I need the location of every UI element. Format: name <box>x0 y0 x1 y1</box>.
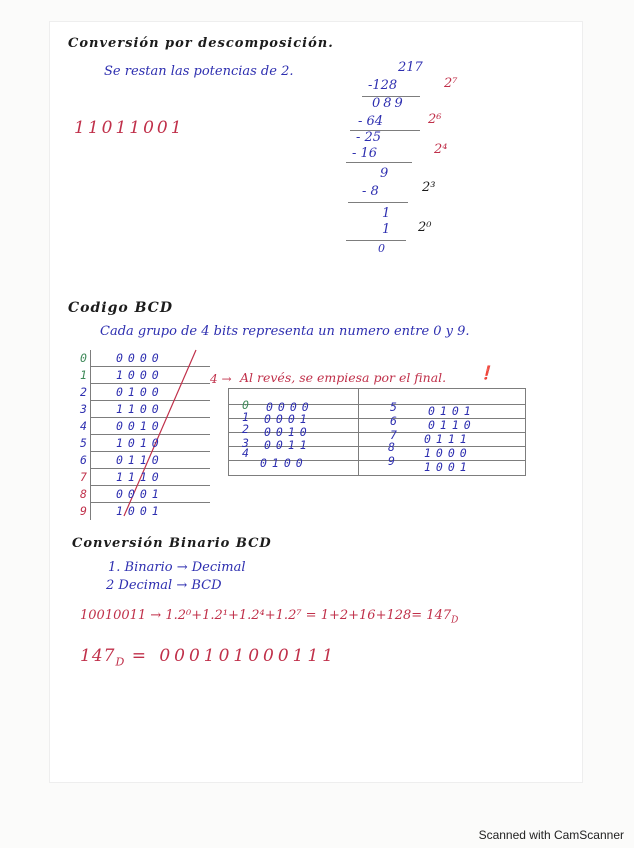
work-1b: 1 <box>382 222 391 237</box>
right-digit-4: 4 <box>242 446 249 460</box>
right-digit-5: 5 <box>390 400 397 414</box>
power-2-3: 2³ <box>422 180 436 195</box>
right-digit-8: 8 <box>388 440 395 454</box>
right-bits-7: 0111 <box>424 432 472 446</box>
left-digit-8: 8 <box>80 487 87 501</box>
left-bits-3: 1100 <box>116 402 164 416</box>
left-bits-0: 0000 <box>116 351 164 365</box>
left-digit-3: 3 <box>80 402 87 416</box>
left-digit-4: 4 <box>80 419 87 433</box>
work-1a: 1 <box>382 206 391 221</box>
step-2: 2 Decimal → BCD <box>106 578 222 593</box>
left-bits-9: 1001 <box>116 504 164 518</box>
right-digit-9: 9 <box>388 454 395 468</box>
step-1: 1. Binario → Decimal <box>108 560 246 575</box>
work-9: 9 <box>380 166 389 181</box>
power-2-0: 2⁰ <box>418 220 432 235</box>
right-bits-6: 0110 <box>428 418 476 432</box>
work-0: 0 <box>378 242 385 255</box>
left-bits-2: 0100 <box>116 385 164 399</box>
right-bits-5: 0101 <box>428 404 476 418</box>
section2-subtitle: Cada grupo de 4 bits representa un numero entre 0 y 9. <box>100 324 470 339</box>
bcd-right-table <box>228 388 526 476</box>
left-digit-5: 5 <box>80 436 87 450</box>
reverse-note: Al revés, se empiesa por el final. <box>240 370 447 385</box>
left-digit-7: 7 <box>80 470 87 484</box>
conversion-equation: $10010011 \to 1.2^0+1.2^1+1.2^4+1.2^7 = 1+2+16+128= 147_D$ <box>80 608 459 626</box>
left-bits-5: 1010 <box>116 436 164 450</box>
work-089: 089 <box>372 96 406 111</box>
left-bits-1: 1000 <box>116 368 164 382</box>
left-bits-7: 1110 <box>116 470 164 484</box>
right-bits-4: 0100 <box>260 456 308 470</box>
work-16: - 16 <box>352 146 378 161</box>
left-digit-0: 0 <box>80 351 87 365</box>
section1-subtitle: Se restan las potencias de 2. <box>104 64 294 79</box>
note-arrow-label: 4 → <box>210 372 232 386</box>
right-digit-7: 7 <box>390 428 397 442</box>
right-bits-2: 0010 <box>264 425 312 439</box>
right-digit-0: 0 <box>242 398 249 412</box>
work-64: - 64 <box>358 114 384 129</box>
work-217: 217 <box>398 60 423 75</box>
right-digit-2: 2 <box>242 422 249 436</box>
bcd-left-table <box>80 346 210 522</box>
scanner-watermark: Scanned with CamScanner <box>478 828 624 842</box>
work-25: - 25 <box>356 130 382 145</box>
bcd-result: $147_D = 000101000111$ <box>80 646 338 669</box>
left-digit-6: 6 <box>80 453 87 467</box>
left-bits-6: 0110 <box>116 453 164 467</box>
right-bits-9: 1001 <box>424 460 472 474</box>
power-2-4: 2⁴ <box>434 142 448 157</box>
left-bits-4: 0010 <box>116 419 164 433</box>
right-digit-6: 6 <box>390 414 397 428</box>
section1-title: Conversión por descomposición. <box>68 36 334 51</box>
right-digit-1: 1 <box>242 410 249 424</box>
left-digit-1: 1 <box>80 368 87 382</box>
right-bits-1: 0001 <box>264 412 312 426</box>
left-bits-8: 0001 <box>116 487 164 501</box>
right-bits-0: 0000 <box>266 400 314 414</box>
left-digit-2: 2 <box>80 385 87 399</box>
right-bits-3: 0011 <box>264 438 312 452</box>
section1-result: 11011001 <box>74 118 185 138</box>
section3-title: Conversión Binario BCD <box>72 536 272 551</box>
left-digit-9: 9 <box>80 504 87 518</box>
right-digit-3: 3 <box>242 436 249 450</box>
power-2-7: 2⁷ <box>444 76 458 91</box>
work-8: - 8 <box>362 184 379 199</box>
work-128: -128 <box>368 78 398 93</box>
section2-title: Codigo BCD <box>68 300 173 316</box>
right-bits-8: 1000 <box>424 446 472 460</box>
exclamation-icon: ❗ <box>478 366 495 381</box>
power-2-6: 2⁶ <box>428 112 442 127</box>
